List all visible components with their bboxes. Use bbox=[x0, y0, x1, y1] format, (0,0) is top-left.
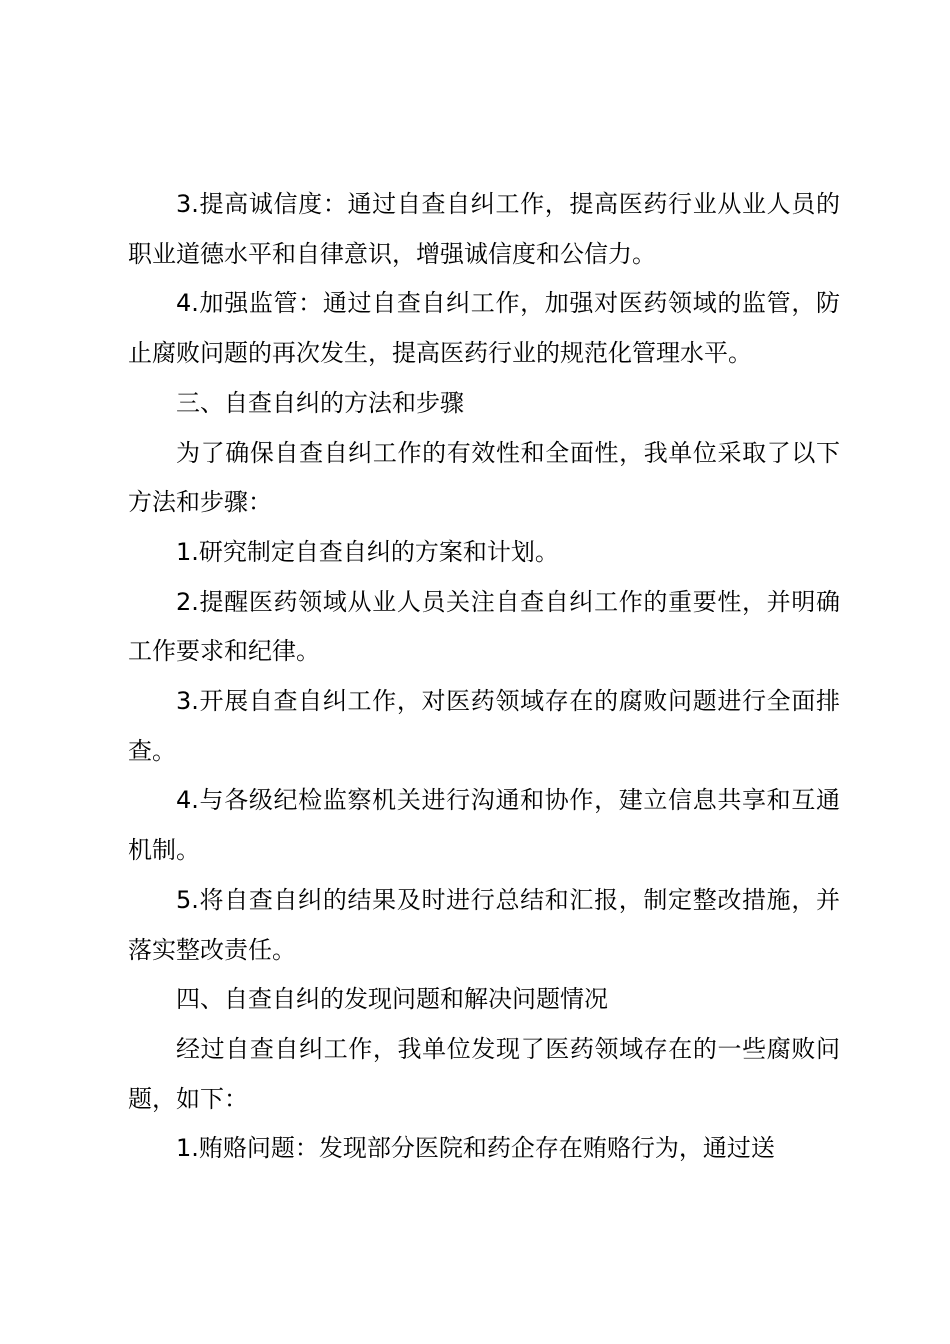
section-heading-findings: 四、自查自纠的发现问题和解决问题情况 bbox=[176, 985, 608, 1014]
paragraph-step-3: 3.开展自查自纠工作，对医药领域存在的腐败问题进行全面排查。 bbox=[128, 687, 840, 765]
paragraph-step-4: 4.与各级纪检监察机关进行沟通和协作，建立信息共享和互通机制。 bbox=[128, 786, 840, 865]
paragraph-strengthen-supervision: 4.加强监管：通过自查自纠工作，加强对医药领域的监管，防止腐败问题的再次发生，提高医药行业的规范化管理水平。 bbox=[128, 289, 840, 368]
paragraph-improve-integrity: 3.提高诚信度：通过自查自纠工作，提高医药行业从业人员的职业道德水平和自律意识，增强诚信度和公信力。 bbox=[128, 190, 840, 268]
paragraph-findings-intro: 经过自查自纠工作，我单位发现了医药领域存在的一些腐败问题，如下： bbox=[128, 1034, 840, 1113]
paragraph-step-2: 2.提醒医药领域从业人员关注自查自纠工作的重要性，并明确工作要求和纪律。 bbox=[128, 587, 840, 666]
paragraph-methods-intro: 为了确保自查自纠工作的有效性和全面性，我单位采取了以下方法和步骤： bbox=[128, 438, 840, 517]
document-body bbox=[128, 180, 840, 1174]
paragraph-step-1: 1.研究制定自查自纠的方案和计划。 bbox=[176, 537, 559, 566]
section-heading-methods-steps: 三、自查自纠的方法和步骤 bbox=[176, 388, 464, 417]
paragraph-finding-bribery: 1.贿赂问题：发现部分医院和药企存在贿赂行为，通过送 bbox=[176, 1134, 775, 1163]
paragraph-step-5: 5.将自查自纠的结果及时进行总结和汇报，制定整改措施，并落实整改责任。 bbox=[128, 885, 840, 964]
